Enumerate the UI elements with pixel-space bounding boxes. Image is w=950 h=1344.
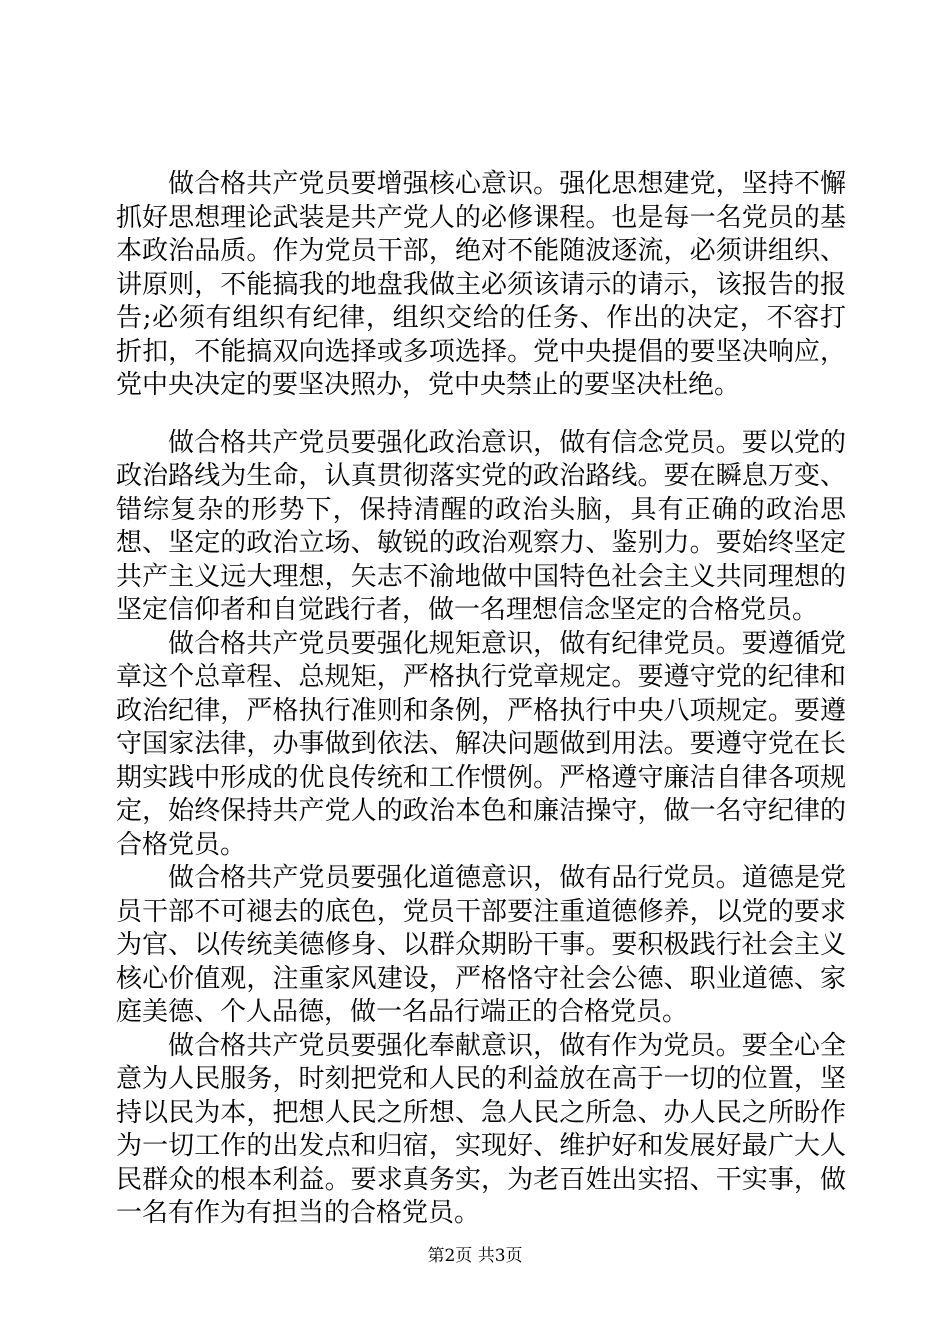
paragraph-moral-awareness: 做合格共产党员要强化道德意识，做有品行党员。道德是党员干部不可褪去的底色，党员干部要注重道德修养，以党的要求为官、以传统美德修身、以群众期盼干事。要积极践行社会主义核心价值观，注重家风建设，严格恪守社会公德、职业道德、家庭美德、个人品德，做一名品行端正的合格党员。 xyxy=(116,863,846,1027)
paragraph-political-awareness: 做合格共产党员要强化政治意识，做有信念党员。要以党的政治路线为生命，认真贯彻落实党的政治路线。要在瞬息万变、错综复杂的形势下，保持清醒的政治头脑，具有正确的政治思想、坚定的政治立场、敏锐的政治观察力、鉴别力。要始终坚定共产主义远大理想，矢志不渝地做中国特色社会主义共同理想的坚定信仰者和自觉践行者，做一名理想信念坚定的合格党员。 xyxy=(116,427,846,625)
paragraph-core-awareness: 做合格共产党员要增强核心意识。强化思想建党，坚持不懈抓好思想理论武装是共产党人的必修课程。也是每一名党员的基本政治品质。作为党员干部，绝对不能随波逐流，必须讲组织、讲原则，不能搞我的地盘我做主必须该请示的请示，该报告的报告;必须有组织有纪律，组织交给的任务、作出的决定，不容打折扣，不能搞双向选择或多项选择。党中央提倡的要坚决响应，党中央决定的要坚决照办，党中央禁止的要坚决杜绝。 xyxy=(116,169,846,400)
page-number-label: 第2页 共3页 xyxy=(427,1246,523,1266)
page-footer xyxy=(0,1244,950,1268)
paragraph-dedication-awareness: 做合格共产党员要强化奉献意识，做有作为党员。要全心全意为人民服务，时刻把党和人民的利益放在高于一切的位置，坚持以民为本，把想人民之所想、急人民之所急、办人民之所盼作为一切工作的出发点和归宿，实现好、维护好和发展好最广大人民群众的根本利益。要求真务实，为老百姓出实招、干实事，做一名有作为有担当的合格党员。 xyxy=(116,1030,846,1228)
document-body xyxy=(116,168,846,1231)
paragraph-rules-awareness: 做合格共产党员要强化规矩意识，做有纪律党员。要遵循党章这个总章程、总规矩，严格执行党章规定。要遵守党的纪律和政治纪律，严格执行准则和条例，严格执行中央八项规定。要遵守国家法律，办事做到依法、解决问题做到用法。要遵守党在长期实践中形成的优良传统和工作惯例。严格遵守廉洁自律各项规定，始终保持共产党人的政治本色和廉洁操守，做一名守纪律的合格党员。 xyxy=(116,628,846,860)
